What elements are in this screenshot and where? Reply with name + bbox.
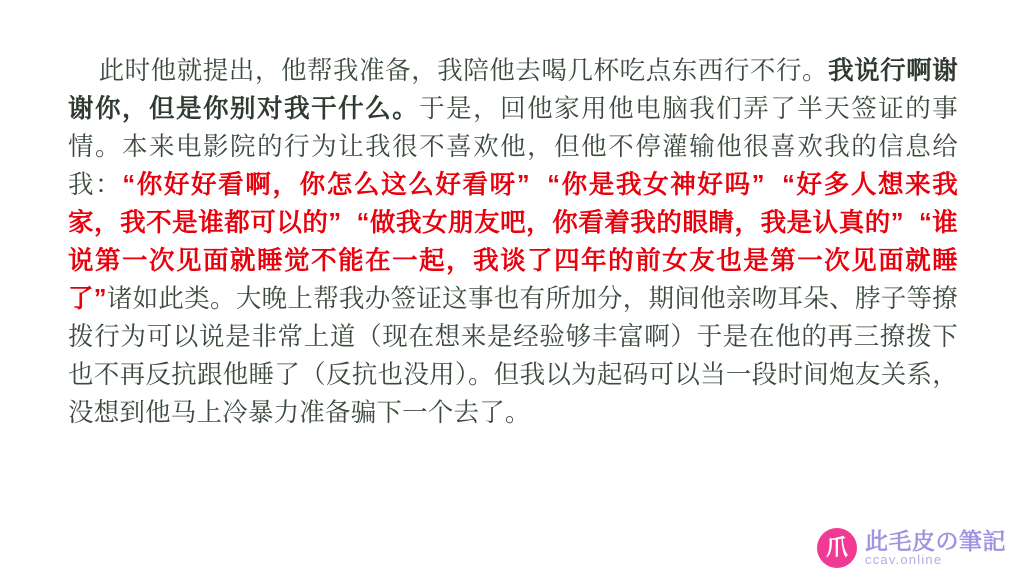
watermark xyxy=(817,528,1006,568)
watermark-logo-icon: 爪 xyxy=(817,528,857,568)
watermark-main-text: 此毛皮の筆記 xyxy=(865,528,1006,555)
text-segment-quotes-highlight: “你好好看啊，你怎么这么好看呀” “你是我女神好吗” “好多人想来我家，我不是谁都可以的” “做我女朋友吧，你看着我的眼睛，我是认真的” “谁说第一次见面就睡觉不能在一起，我谈了四年的前女友也是第一次见面就睡了” xyxy=(68,171,958,313)
text-segment-bold-reply: 我说行啊谢谢你，但是你别对我干什么。 xyxy=(68,57,958,123)
text-segment-narration: 于是，回他家用他电脑我们弄了半天签证的事情。本来电影院的行为让我很不喜欢他，但他不停灌输他很喜欢我的信息给我： xyxy=(68,95,958,199)
text-segment-intro: 此时他就提出，他帮我准备，我陪他去喝几杯吃点东西行不行。 xyxy=(68,57,829,85)
watermark-text-group xyxy=(865,529,1006,567)
document-paragraph xyxy=(68,52,958,432)
watermark-sub-text: ccav.online xyxy=(865,552,943,568)
text-segment-conclusion: 诸如此类。大晚上帮我办签证这事也有所加分，期间他亲吻耳朵、脖子等撩拨行为可以说是非常上道（现在想来是经验够丰富啊）于是在他的再三撩拨下也不再反抗跟他睡了（反抗也没用）。但我以为起码可以当一段时间炮友关系，没想到他马上冷暴力准备骗下一个去了。 xyxy=(68,285,958,427)
